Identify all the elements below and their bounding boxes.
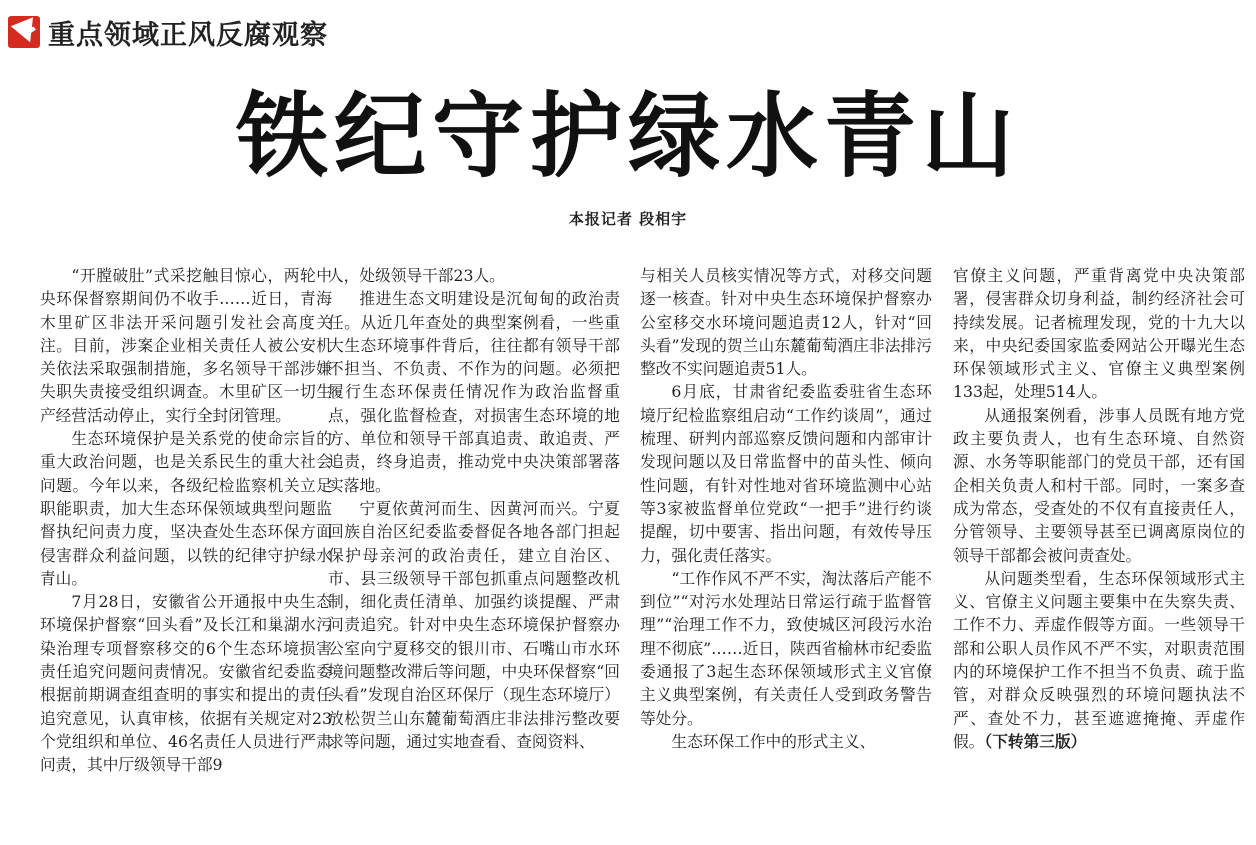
jump-note: （下转第三版） [984,731,1087,751]
article-column-4 [953,264,1245,834]
section-header [8,12,328,52]
paragraph: 生态环境保护是关系党的使命宗旨的重大政治问题，也是关系民生的重大社会问题。今年以来，各级纪检监察机关立足职能职责，加大生态环保领域典型问题监督执纪问责力度，坚决查处生态环保方面侵害群众利益问题，以铁的纪律守护绿水青山。 [40,429,332,588]
paragraph: 宁夏依黄河而生、因黄河而兴。宁夏回族自治区纪委监委督促各地各部门担起保护母亲河的政治责任，建立自治区、市、县三级领导干部包抓重点问题整改机制，细化责任清单、加强约谈提醒、严肃问责追究。针对中央生态环境保护督察办公室向宁夏移交的银川市、石嘴山市水环境问题整改滞后等问题，中央环保督察“回头看”发现自治区环保厅（现生态环境厅）放松贺兰山东麓葡萄酒庄非法排污整改要求等问题，通过实地查看、查阅资料、 [328,498,620,751]
article-column-2 [328,264,620,834]
paragraph: “开膛破肚”式采挖触目惊心，两轮中央环保督察期间仍不收手……近日，青海木里矿区非法开采问题引发社会高度关注。目前，涉案企业相关责任人被公安机关依法采取强制措施，多名领导干部涉嫌失职失责接受组织调查。木里矿区一切生产经营活动停止，实行全封闭管理。 [40,266,332,425]
paragraph [953,567,1245,753]
paragraph: 7月28日，安徽省公开通报中央生态环境保护督察“回头看”及长江和巢湖水污染治理专项督察移交的6个生态环境损害责任追究问题问责情况。安徽省纪委监委根据前期调查组查明的事实和提出的责任追究意见，认真审核，依据有关规定对23个党组织和单位、46名责任人员进行严肃问责，其中厅级领导干部9 [40,592,332,775]
byline: 本报记者 段相宇 [568,210,688,228]
section-title: 重点领域正风反腐观察 [48,19,328,51]
paragraph: “工作作风不严不实，淘汰落后产能不到位”“对污水处理站日常运行疏于监督管理”“治理工作不力，致使城区河段污水治理不彻底”……近日，陕西省榆林市纪委监委通报了3起生态环保领域形式主义官僚主义典型案例，有关责任人受到政务警告等处分。 [640,568,932,728]
paragraph-text: 从问题类型看，生态环保领域形式主义、官僚主义问题主要集中在失察失责、工作不力、弄虚作假等方面。一些领导干部和公职人员作风不严不实，对职责范围内的环境保护工作不担当不负责、疏于监管，对群众反映强烈的环境问题执法不严、查处不力，甚至遮遮掩掩、弄虚作假。 [953,568,1245,751]
paragraph: 从通报案例看，涉事人员既有地方党政主要负责人，也有生态环境、自然资源、水务等职能部门的党员干部，还有国企相关负责人和村干部。同时，一案多查成为常态，受查处的不仅有直接责任人，分管领导、主要领导甚至已调离原岗位的领导干部都会被问责查处。 [953,405,1245,565]
paragraph-continuation: 人，处级领导干部23人。 [328,266,505,285]
paragraph: 推进生态文明建设是沉甸甸的政治责任。从近几年查处的典型案例看，一些重大生态环境事件背后，往往都有领导干部不担当、不负责、不作为的问题。必须把履行生态环保责任情况作为政治监督重点，强化监督检查，对损害生态环境的地方、单位和领导干部真追责、敢追责、严追责，终身追责，推动党中央决策部署落实落地。 [328,289,620,495]
paragraph: 生态环保工作中的形式主义、 [671,731,876,751]
paragraph-continuation: 官僚主义问题，严重背离党中央决策部署，侵害群众切身利益，制约经济社会可持续发展。记者梳理发现，党的十九大以来，中央纪委国家监委网站公开曝光生态环保领域形式主义、官僚主义典型案例133起，处理514人。 [953,266,1245,402]
paragraph-continuation: 与相关人员核实情况等方式，对移交问题逐一核查。针对中央生态环境保护督察办公室移交水环境问题追责12人，针对“回头看”发现的贺兰山东麓葡萄酒庄非法排污整改不实问题追责51人。 [640,266,932,379]
article-column-3 [640,264,932,834]
china-daily-flag-icon [8,16,40,48]
paragraph: 6月底，甘肃省纪委监委驻省生态环境厅纪检监察组启动“工作约谈周”，通过梳理、研判内部巡察反馈问题和内部审计发现问题以及日常监督中的苗头性、倾向性问题，有针对性地对省环境监测中心站等3家被监督单位党政“一把手”进行约谈提醒，切中要害、指出问题，有效传导压力，强化责任落实。 [640,382,932,565]
headline: 铁纪守护绿水青山 [235,83,1020,190]
article-column-1 [40,264,332,834]
